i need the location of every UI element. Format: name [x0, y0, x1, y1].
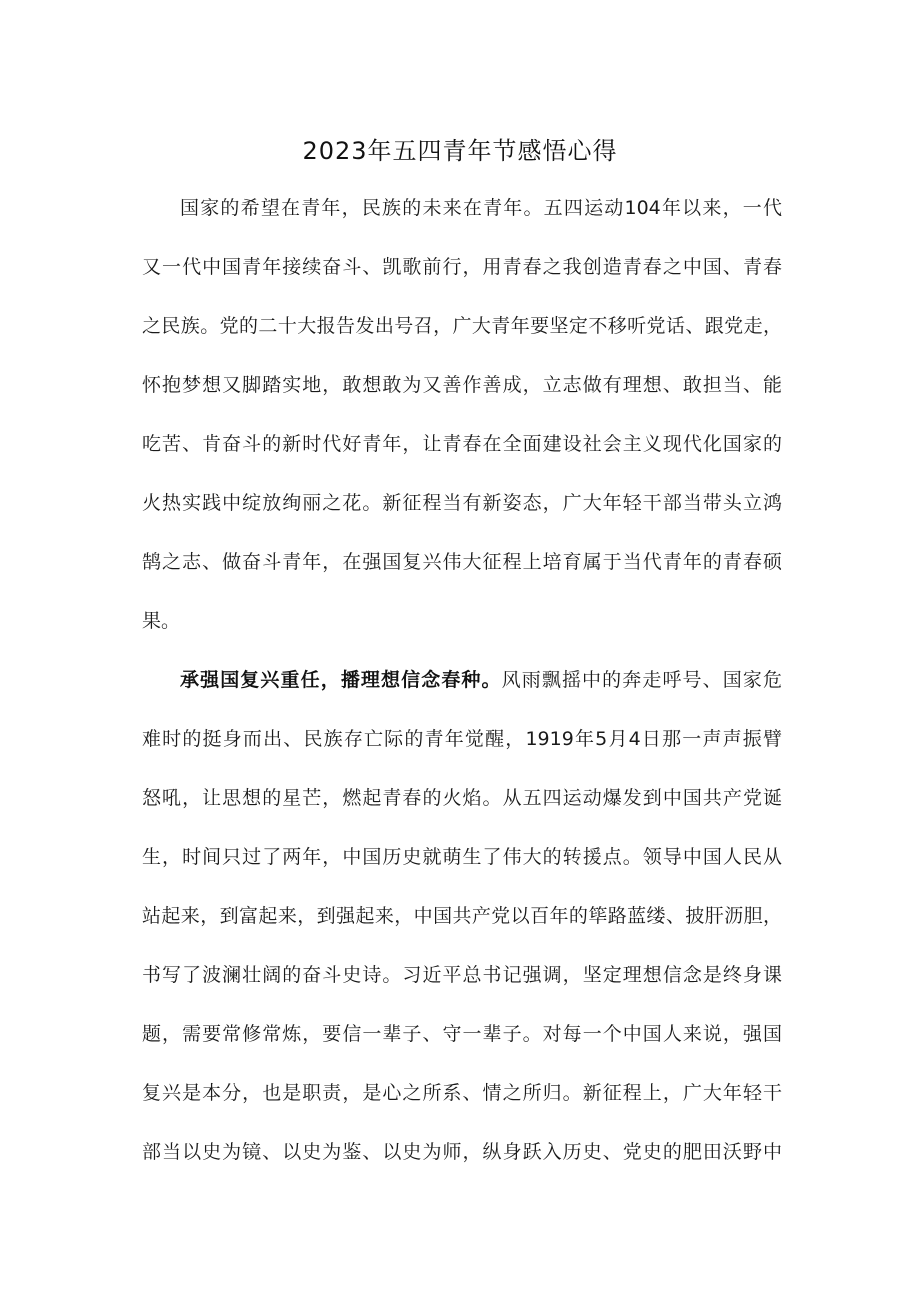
paragraph-2-line: 生，时间只过了两年，中国历史就萌生了伟大的转援点。领导中国人民从 — [142, 846, 782, 868]
paragraph-1-line: 国家的希望在青年，民族的未来在青年。五四运动104年以来，一代 — [180, 197, 782, 219]
paragraph-2-first-line-text: 风雨飘摇中的奔走呼号、国家危 — [501, 669, 782, 691]
paragraph-1-line: 果。 — [142, 610, 181, 632]
paragraph-2-line: 题，需要常修常炼，要信一辈子、守一辈子。对每一个中国人来说，强国 — [142, 1023, 782, 1045]
paragraph-2-line: 难时的挺身而出、民族存亡际的青年觉醒，1919年5月4日那一声声振臂 — [142, 728, 782, 750]
paragraph-1-line: 之民族。党的二十大报告发出号召，广大青年要坚定不移听党话、跟党走， — [142, 315, 782, 337]
paragraph-2-line: 复兴是本分，也是职责，是心之所系、情之所归。新征程上，广大年轻干 — [142, 1082, 782, 1104]
paragraph-2-line: 怒吼，让思想的星芒，燃起青春的火焰。从五四运动爆发到中国共产党诞 — [142, 787, 782, 809]
paragraph-2-heading: 承强国复兴重任，播理想信念春种。 — [180, 669, 502, 691]
paragraph-1-line: 又一代中国青年接续奋斗、凯歌前行，用青春之我创造青春之中国、青春 — [142, 256, 782, 278]
paragraph-1-line: 火热实践中绽放绚丽之花。新征程当有新姿态，广大年轻干部当带头立鸿 — [142, 492, 782, 514]
paragraph-1-line: 鹄之志、做奋斗青年，在强国复兴伟大征程上培育属于当代青年的青春硕 — [142, 551, 782, 573]
document-title: 2023年五四青年节感悟心得 — [302, 137, 618, 165]
paragraph-1-line: 吃苦、肯奋斗的新时代好青年，让青春在全面建设社会主义现代化国家的 — [142, 433, 782, 455]
paragraph-2-first-line — [180, 660, 782, 700]
paragraph-1-line: 怀抱梦想又脚踏实地，敢想敢为又善作善成，立志做有理想、敢担当、能 — [142, 374, 782, 396]
paragraph-2-line: 站起来，到富起来，到强起来，中国共产党以百年的筚路蓝缕、披肝沥胆， — [142, 905, 782, 927]
paragraph-2-line: 部当以史为镜、以史为鉴、以史为师，纵身跃入历史、党史的肥田沃野中 — [142, 1141, 782, 1163]
paragraph-2-line: 书写了波澜壮阔的奋斗史诗。习近平总书记强调，坚定理想信念是终身课 — [142, 964, 782, 986]
